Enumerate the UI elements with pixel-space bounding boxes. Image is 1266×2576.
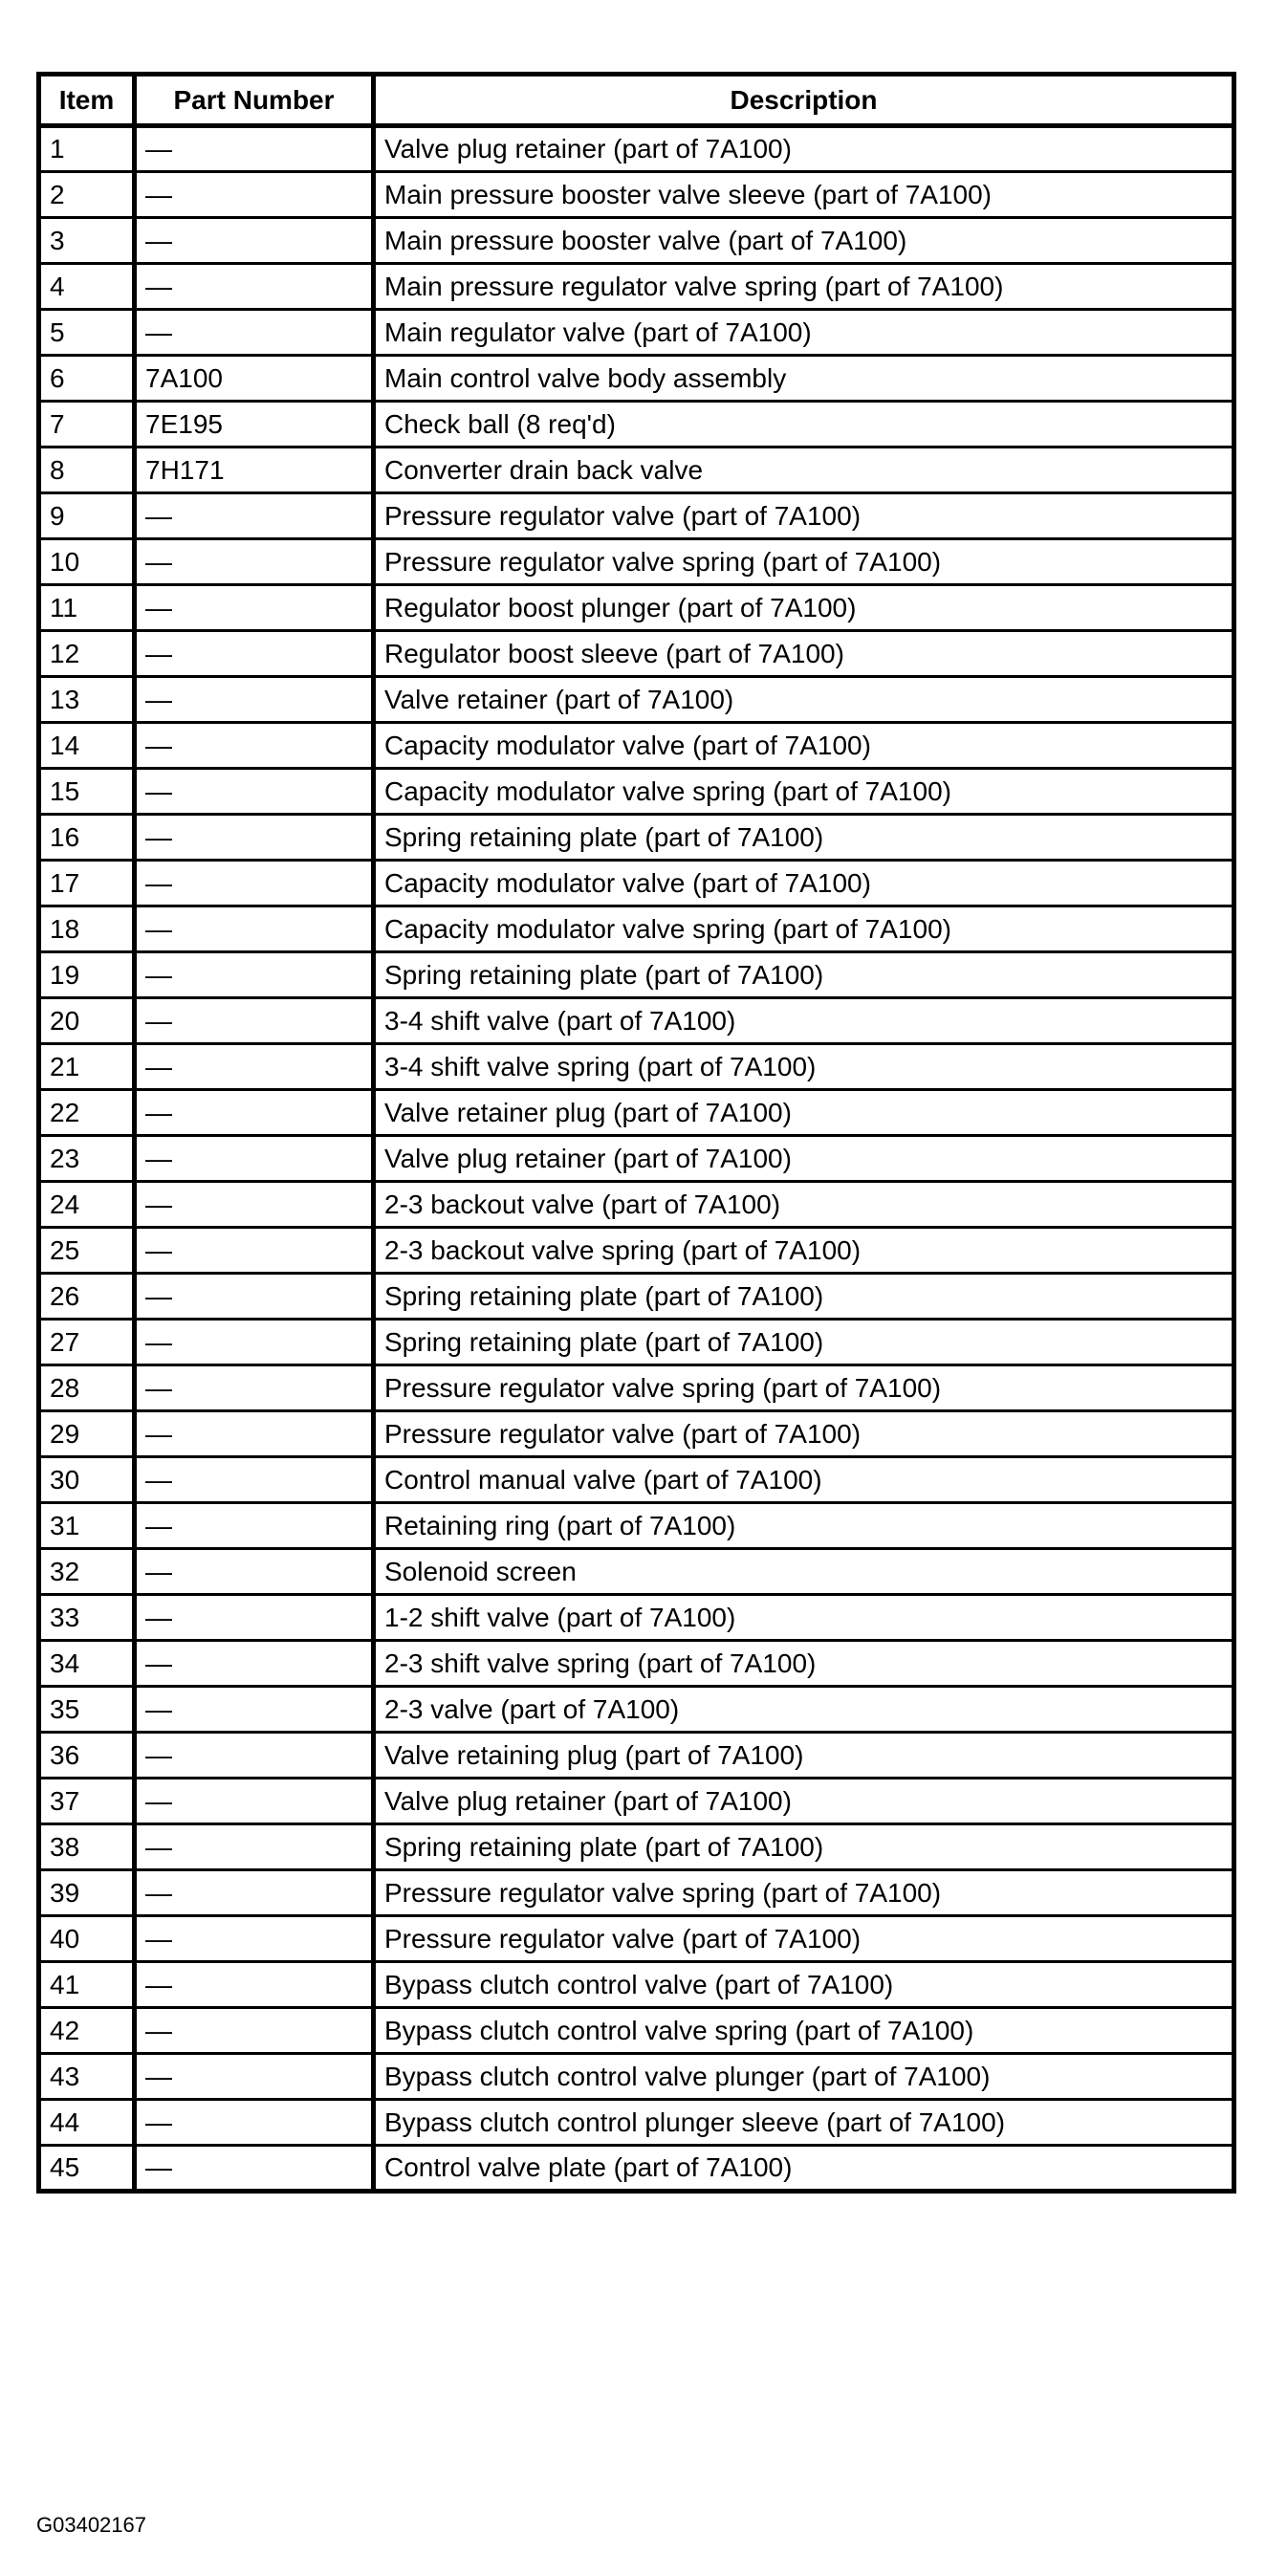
cell-item: 18	[39, 906, 135, 952]
cell-description: Pressure regulator valve spring (part of 7A100)	[374, 539, 1234, 585]
cell-description: Capacity modulator valve spring (part of 7A100)	[374, 906, 1234, 952]
cell-part-number: —	[135, 1044, 374, 1090]
cell-description: Main pressure regulator valve spring (part of 7A100)	[374, 264, 1234, 310]
cell-item: 10	[39, 539, 135, 585]
cell-description: Main regulator valve (part of 7A100)	[374, 310, 1234, 356]
cell-item: 12	[39, 631, 135, 677]
cell-item: 36	[39, 1733, 135, 1779]
cell-part-number: —	[135, 1687, 374, 1733]
cell-part-number: —	[135, 1457, 374, 1503]
table-row	[39, 402, 1234, 448]
cell-item: 5	[39, 310, 135, 356]
cell-part-number: —	[135, 218, 374, 264]
table-row	[39, 2054, 1234, 2100]
cell-part-number: —	[135, 1182, 374, 1228]
cell-part-number: —	[135, 1274, 374, 1320]
table-row	[39, 769, 1234, 815]
cell-description: 2-3 backout valve spring (part of 7A100)	[374, 1228, 1234, 1274]
cell-item: 40	[39, 1916, 135, 1962]
cell-description: Valve plug retainer (part of 7A100)	[374, 126, 1234, 172]
cell-part-number: —	[135, 493, 374, 539]
cell-description: Bypass clutch control valve (part of 7A100)	[374, 1962, 1234, 2008]
cell-item: 13	[39, 677, 135, 723]
cell-item: 35	[39, 1687, 135, 1733]
table-row	[39, 172, 1234, 218]
cell-part-number: —	[135, 1870, 374, 1916]
figure-id: G03402167	[36, 2513, 146, 2537]
cell-description: Spring retaining plate (part of 7A100)	[374, 1274, 1234, 1320]
header-item: Item	[39, 75, 135, 126]
cell-part-number: —	[135, 952, 374, 998]
cell-part-number: —	[135, 1916, 374, 1962]
cell-item: 7	[39, 402, 135, 448]
table-row	[39, 493, 1234, 539]
cell-description: 3-4 shift valve spring (part of 7A100)	[374, 1044, 1234, 1090]
cell-item: 45	[39, 2146, 135, 2192]
cell-part-number: —	[135, 1824, 374, 1870]
cell-item: 2	[39, 172, 135, 218]
cell-description: Check ball (8 req'd)	[374, 402, 1234, 448]
cell-description: Valve retainer plug (part of 7A100)	[374, 1090, 1234, 1136]
table-row	[39, 264, 1234, 310]
cell-part-number: —	[135, 906, 374, 952]
cell-item: 32	[39, 1549, 135, 1595]
table-row	[39, 1824, 1234, 1870]
cell-part-number: —	[135, 1365, 374, 1411]
table-row	[39, 539, 1234, 585]
table-row	[39, 1916, 1234, 1962]
cell-part-number: —	[135, 861, 374, 906]
header-description: Description	[374, 75, 1234, 126]
table-body	[39, 126, 1234, 2192]
cell-description: Control manual valve (part of 7A100)	[374, 1457, 1234, 1503]
cell-part-number: —	[135, 2146, 374, 2192]
cell-part-number: —	[135, 1641, 374, 1687]
table-row	[39, 1228, 1234, 1274]
cell-part-number: —	[135, 998, 374, 1044]
table-header	[39, 75, 1234, 126]
cell-item: 20	[39, 998, 135, 1044]
table-row	[39, 861, 1234, 906]
cell-description: Control valve plate (part of 7A100)	[374, 2146, 1234, 2192]
table-row	[39, 677, 1234, 723]
cell-description: Main control valve body assembly	[374, 356, 1234, 402]
cell-part-number: 7E195	[135, 402, 374, 448]
table-row	[39, 1779, 1234, 1824]
cell-description: Bypass clutch control plunger sleeve (part of 7A100)	[374, 2100, 1234, 2146]
cell-part-number: —	[135, 631, 374, 677]
cell-item: 29	[39, 1411, 135, 1457]
cell-description: 2-3 shift valve spring (part of 7A100)	[374, 1641, 1234, 1687]
table-row	[39, 1182, 1234, 1228]
cell-description: 2-3 backout valve (part of 7A100)	[374, 1182, 1234, 1228]
cell-item: 42	[39, 2008, 135, 2054]
cell-description: Retaining ring (part of 7A100)	[374, 1503, 1234, 1549]
table-row	[39, 1136, 1234, 1182]
table-row	[39, 1503, 1234, 1549]
cell-item: 16	[39, 815, 135, 861]
cell-part-number: —	[135, 585, 374, 631]
table-row	[39, 998, 1234, 1044]
table-row	[39, 310, 1234, 356]
cell-description: Pressure regulator valve (part of 7A100)	[374, 1916, 1234, 1962]
cell-part-number: —	[135, 1136, 374, 1182]
cell-part-number: —	[135, 2008, 374, 2054]
cell-description: Main pressure booster valve (part of 7A100)	[374, 218, 1234, 264]
cell-item: 37	[39, 1779, 135, 1824]
cell-description: Capacity modulator valve (part of 7A100)	[374, 861, 1234, 906]
table-row	[39, 218, 1234, 264]
cell-item: 44	[39, 2100, 135, 2146]
cell-item: 4	[39, 264, 135, 310]
cell-item: 14	[39, 723, 135, 769]
cell-item: 11	[39, 585, 135, 631]
cell-description: Main pressure booster valve sleeve (part of 7A100)	[374, 172, 1234, 218]
cell-description: Converter drain back valve	[374, 448, 1234, 493]
table-row	[39, 126, 1234, 172]
table-row	[39, 1549, 1234, 1595]
cell-item: 38	[39, 1824, 135, 1870]
cell-part-number: —	[135, 723, 374, 769]
cell-item: 17	[39, 861, 135, 906]
table-row	[39, 1320, 1234, 1365]
cell-part-number: —	[135, 1228, 374, 1274]
cell-description: Pressure regulator valve (part of 7A100)	[374, 493, 1234, 539]
cell-description: Valve retaining plug (part of 7A100)	[374, 1733, 1234, 1779]
cell-part-number: —	[135, 539, 374, 585]
cell-item: 21	[39, 1044, 135, 1090]
cell-part-number: —	[135, 1733, 374, 1779]
cell-description: Solenoid screen	[374, 1549, 1234, 1595]
table-row	[39, 2008, 1234, 2054]
cell-part-number: —	[135, 310, 374, 356]
table-row	[39, 952, 1234, 998]
cell-item: 8	[39, 448, 135, 493]
table-row	[39, 356, 1234, 402]
header-part-number: Part Number	[135, 75, 374, 126]
cell-part-number: —	[135, 1962, 374, 2008]
table-row	[39, 1274, 1234, 1320]
table-row	[39, 1962, 1234, 2008]
cell-description: 1-2 shift valve (part of 7A100)	[374, 1595, 1234, 1641]
cell-part-number: —	[135, 264, 374, 310]
table-row	[39, 631, 1234, 677]
table-row	[39, 723, 1234, 769]
table-row	[39, 1733, 1234, 1779]
cell-part-number: —	[135, 172, 374, 218]
table-row	[39, 1090, 1234, 1136]
cell-description: Capacity modulator valve spring (part of 7A100)	[374, 769, 1234, 815]
cell-part-number: 7H171	[135, 448, 374, 493]
table-row	[39, 815, 1234, 861]
table-row	[39, 2146, 1234, 2192]
cell-part-number: —	[135, 769, 374, 815]
cell-item: 22	[39, 1090, 135, 1136]
table-row	[39, 1044, 1234, 1090]
cell-part-number: —	[135, 1090, 374, 1136]
cell-item: 9	[39, 493, 135, 539]
cell-part-number: —	[135, 126, 374, 172]
cell-description: Valve plug retainer (part of 7A100)	[374, 1136, 1234, 1182]
cell-description: Spring retaining plate (part of 7A100)	[374, 1824, 1234, 1870]
table-row	[39, 585, 1234, 631]
cell-description: Valve retainer (part of 7A100)	[374, 677, 1234, 723]
parts-table	[36, 72, 1236, 2194]
cell-part-number: —	[135, 2100, 374, 2146]
table-row	[39, 906, 1234, 952]
cell-item: 6	[39, 356, 135, 402]
cell-part-number: —	[135, 815, 374, 861]
cell-description: Bypass clutch control valve spring (part of 7A100)	[374, 2008, 1234, 2054]
table-row	[39, 1457, 1234, 1503]
cell-item: 1	[39, 126, 135, 172]
table-row	[39, 1641, 1234, 1687]
cell-item: 43	[39, 2054, 135, 2100]
cell-description: Spring retaining plate (part of 7A100)	[374, 952, 1234, 998]
cell-part-number: —	[135, 1595, 374, 1641]
cell-part-number: —	[135, 1549, 374, 1595]
table-row	[39, 1595, 1234, 1641]
cell-part-number: —	[135, 2054, 374, 2100]
cell-description: Spring retaining plate (part of 7A100)	[374, 1320, 1234, 1365]
cell-description: 3-4 shift valve (part of 7A100)	[374, 998, 1234, 1044]
table-row	[39, 448, 1234, 493]
cell-description: Pressure regulator valve spring (part of 7A100)	[374, 1870, 1234, 1916]
cell-item: 19	[39, 952, 135, 998]
cell-description: Valve plug retainer (part of 7A100)	[374, 1779, 1234, 1824]
cell-description: Capacity modulator valve (part of 7A100)	[374, 723, 1234, 769]
cell-part-number: —	[135, 1320, 374, 1365]
cell-description: Regulator boost plunger (part of 7A100)	[374, 585, 1234, 631]
cell-description: Pressure regulator valve spring (part of 7A100)	[374, 1365, 1234, 1411]
table-row	[39, 1365, 1234, 1411]
cell-description: 2-3 valve (part of 7A100)	[374, 1687, 1234, 1733]
table-row	[39, 1687, 1234, 1733]
cell-part-number: —	[135, 677, 374, 723]
cell-description: Spring retaining plate (part of 7A100)	[374, 815, 1234, 861]
cell-item: 27	[39, 1320, 135, 1365]
table-row	[39, 1411, 1234, 1457]
table-row	[39, 1870, 1234, 1916]
cell-part-number: —	[135, 1503, 374, 1549]
cell-part-number: 7A100	[135, 356, 374, 402]
cell-item: 3	[39, 218, 135, 264]
cell-description: Bypass clutch control valve plunger (part of 7A100)	[374, 2054, 1234, 2100]
cell-item: 23	[39, 1136, 135, 1182]
cell-item: 33	[39, 1595, 135, 1641]
cell-item: 39	[39, 1870, 135, 1916]
cell-part-number: —	[135, 1779, 374, 1824]
cell-item: 34	[39, 1641, 135, 1687]
cell-item: 28	[39, 1365, 135, 1411]
cell-item: 30	[39, 1457, 135, 1503]
cell-item: 25	[39, 1228, 135, 1274]
table-row	[39, 2100, 1234, 2146]
cell-description: Regulator boost sleeve (part of 7A100)	[374, 631, 1234, 677]
cell-description: Pressure regulator valve (part of 7A100)	[374, 1411, 1234, 1457]
cell-part-number: —	[135, 1411, 374, 1457]
cell-item: 31	[39, 1503, 135, 1549]
cell-item: 41	[39, 1962, 135, 2008]
cell-item: 15	[39, 769, 135, 815]
header-row	[39, 75, 1234, 126]
cell-item: 26	[39, 1274, 135, 1320]
cell-item: 24	[39, 1182, 135, 1228]
